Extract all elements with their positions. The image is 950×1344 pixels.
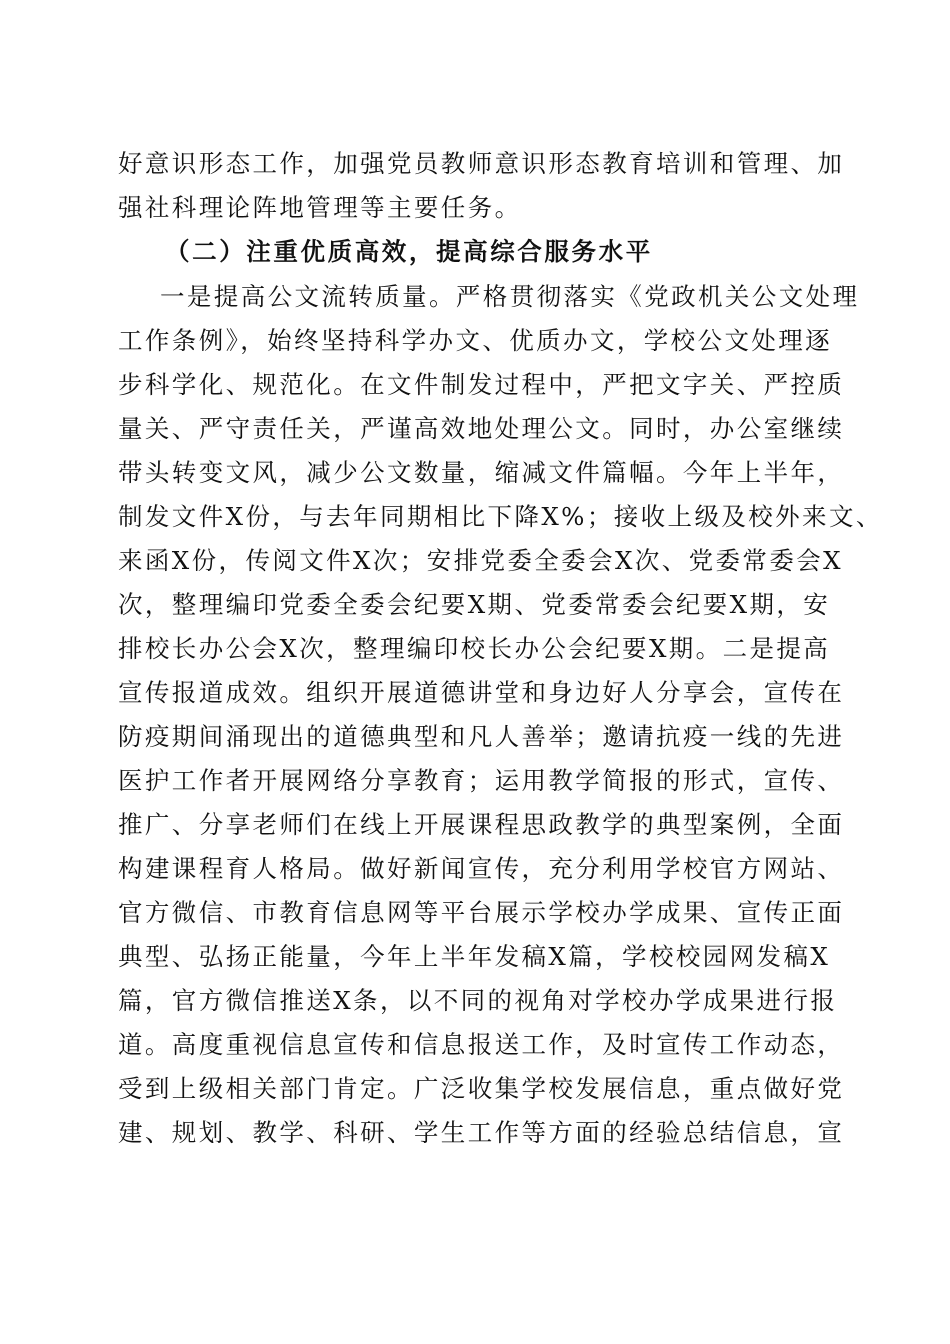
- body-text-line: 量关、严守责任关，严谨高效地处理公文。同时，办公室继续: [118, 414, 845, 443]
- body-text-line: 排校长办公会X次，整理编印校长办公会纪要X期。二是提高: [118, 634, 831, 663]
- body-text-line: 强社科理论阵地管理等主要任务。: [118, 193, 522, 222]
- body-text-line: 步科学化、规范化。在文件制发过程中，严把文字关、严控质: [118, 370, 845, 399]
- body-text-line: 工作条例》，始终坚持科学办文、优质办文，学校公文处理逐: [118, 326, 833, 355]
- body-text-line: 次，整理编印党委全委会纪要X期、党委常委会纪要X期，安: [118, 590, 831, 619]
- body-text-line: 来函X份，传阅文件X次；安排党委全委会X次、党委常委会X: [118, 546, 843, 575]
- body-text-line: 制发文件X份，与去年同期相比下降X%；接收上级及校外来文、: [118, 502, 883, 531]
- body-text-line: 受到上级相关部门肯定。广泛收集学校发展信息，重点做好党: [118, 1074, 845, 1103]
- body-text-line: 构建课程育人格局。做好新闻宣传，充分利用学校官方网站、: [118, 854, 845, 883]
- body-text-line: 宣传报道成效。组织开展道德讲堂和身边好人分享会，宣传在: [118, 678, 845, 707]
- body-text-line: 篇，官方微信推送X条，以不同的视角对学校办学成果进行报: [118, 986, 838, 1015]
- body-text-line: 防疫期间涌现出的道德典型和凡人善举；邀请抗疫一线的先进: [118, 722, 845, 751]
- body-text-line: 医护工作者开展网络分享教育；运用教学简报的形式，宣传、: [118, 766, 845, 795]
- body-text-line: 官方微信、市教育信息网等平台展示学校办学成果、宣传正面: [118, 898, 845, 927]
- body-text-line: 道。高度重视信息宣传和信息报送工作，及时宣传工作动态，: [118, 1030, 845, 1059]
- body-text-line: 好意识形态工作，加强党员教师意识形态教育培训和管理、加: [118, 149, 845, 178]
- section-heading: （二）注重优质高效，提高综合服务水平: [165, 237, 653, 266]
- body-text-line: 推广、分享老师们在线上开展课程思政教学的典型案例，全面: [118, 810, 845, 839]
- body-text-line: 典型、弘扬正能量，今年上半年发稿X篇，学校校园网发稿X: [118, 942, 831, 971]
- paragraph-first-line: 一是提高公文流转质量。严格贯彻落实《党政机关公文处理: [160, 282, 860, 311]
- body-text-line: 带头转变文风，减少公文数量，缩减文件篇幅。今年上半年，: [118, 458, 845, 487]
- body-text-line: 建、规划、教学、科研、学生工作等方面的经验总结信息，宣: [118, 1118, 845, 1147]
